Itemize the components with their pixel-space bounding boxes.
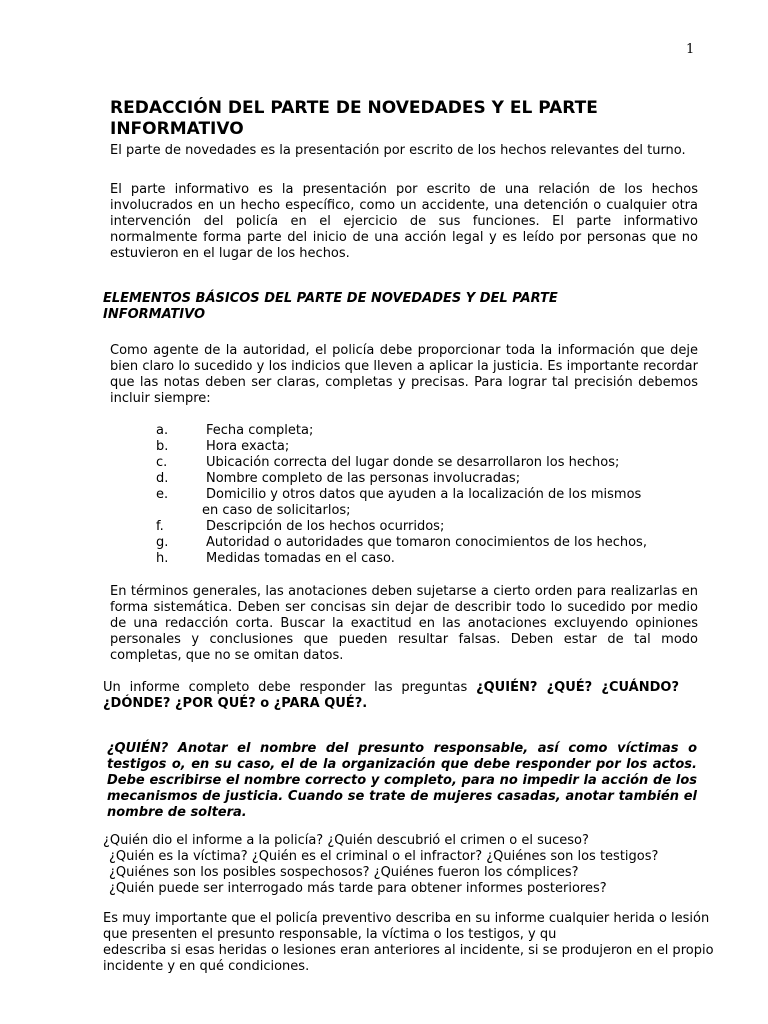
sub-questions: [103, 833, 663, 897]
section-heading-elementos: ELEMENTOS BÁSICOS DEL PARTE DE NOVEDADES Y DEL PARTE INFORMATIVO: [103, 291, 558, 322]
questions-intro: Un informe completo debe responder las preguntas ¿QUIÉN? ¿QUÉ? ¿CUÁNDO? ¿DÓNDE? ¿POR QUÉ? o ¿PARA QUÉ?.: [103, 680, 679, 711]
final-paragraph: Es muy importante que el policía preventivo describa en su informe cualquier herida o lesión que presenten el presunto responsable, la víctima o los testigos, y qu edescriba si esas heridas o lesiones eran anteriores al incidente, si se produjeron en el propio incidente y en qué condiciones.: [103, 911, 714, 974]
list-item: d. Nombre completo de las personas involucradas;: [156, 471, 521, 486]
sub-question: ¿Quién es la víctima? ¿Quién es el criminal o el infractor? ¿Quiénes son los testigos? ¿Quiénes son los posibles sospechosos? ¿Quiénes fueron los cómplices?: [109, 849, 659, 880]
list-item: a. Fecha completa;: [156, 423, 314, 438]
body-paragraph-anotaciones: En términos generales, las anotaciones deben sujetarse a cierto orden para realizarlas en forma sistemática. Deben ser concisas sin dejar de describir todo lo sucedido por medio de una redacción corta. Buscar la exactitud en las anotaciones excluyendo opiniones personales y conclusiones que pueden resultar falsas. Deben estar de tal modo completas, que no se omitan datos.: [110, 584, 698, 663]
list-item: b. Hora exacta;: [156, 439, 290, 454]
list-item: h. Medidas tomadas en el caso.: [156, 551, 395, 566]
questions-list: ¿QUIÉN? ¿QUÉ? ¿CUÁNDO? ¿DÓNDE? ¿POR QUÉ? o ¿PARA QUÉ?.: [103, 680, 679, 711]
body-paragraph-autoridad: Como agente de la autoridad, el policía debe proporcionar toda la información que deje bien claro lo sucedido y los indicios que lleven a aplicar la justicia. Es importante recordar que las notas deben ser claras, completas y precisas. Para lograr tal precisión debemos incluir siempre:: [110, 343, 698, 406]
document-title: REDACCIÓN DEL PARTE DE NOVEDADES Y EL PARTE INFORMATIVO: [110, 98, 598, 139]
required-data-list: [156, 423, 716, 567]
page-number: 1: [686, 42, 695, 57]
list-item: g. Autoridad o autoridades que tomaron conocimientos de los hechos,: [156, 535, 647, 550]
intro-paragraph-novedades: El parte de novedades es la presentación por escrito de los hechos relevantes del turno.: [110, 143, 686, 158]
sub-question: ¿Quién puede ser interrogado más tarde para obtener informes posteriores?: [109, 881, 607, 896]
who-paragraph: ¿QUIÉN? Anotar el nombre del presunto responsable, así como víctimas o testigos o, en su caso, el de la organización que debe responder por los actos. Debe escribirse el nombre correcto y completo, para no impedir la acción de los mecanismos de justicia. Cuando se trate de mujeres casadas, anotar también el nombre de soltera.: [107, 741, 697, 820]
list-item: f. Descripción de los hechos ocurridos;: [156, 519, 445, 534]
list-item: e. Domicilio y otros datos que ayuden a la localización de los mismos: [156, 487, 642, 502]
list-item: c. Ubicación correcta del lugar donde se desarrollaron los hechos;: [156, 455, 620, 470]
intro-paragraph-informativo: El parte informativo es la presentación por escrito de una relación de los hechos involucrados en un hecho específico, como un accidente, una detención o cualquier otra intervención del policía en el ejercicio de sus funciones. El parte informativo normalmente forma parte del inicio de una acción legal y es leído por personas que no estuvieron en el lugar de los hechos.: [110, 182, 698, 261]
list-item-continuation: en caso de solicitarlos;: [202, 503, 351, 518]
sub-question: ¿Quién dio el informe a la policía? ¿Quién descubrió el crimen o el suceso?: [103, 833, 589, 848]
